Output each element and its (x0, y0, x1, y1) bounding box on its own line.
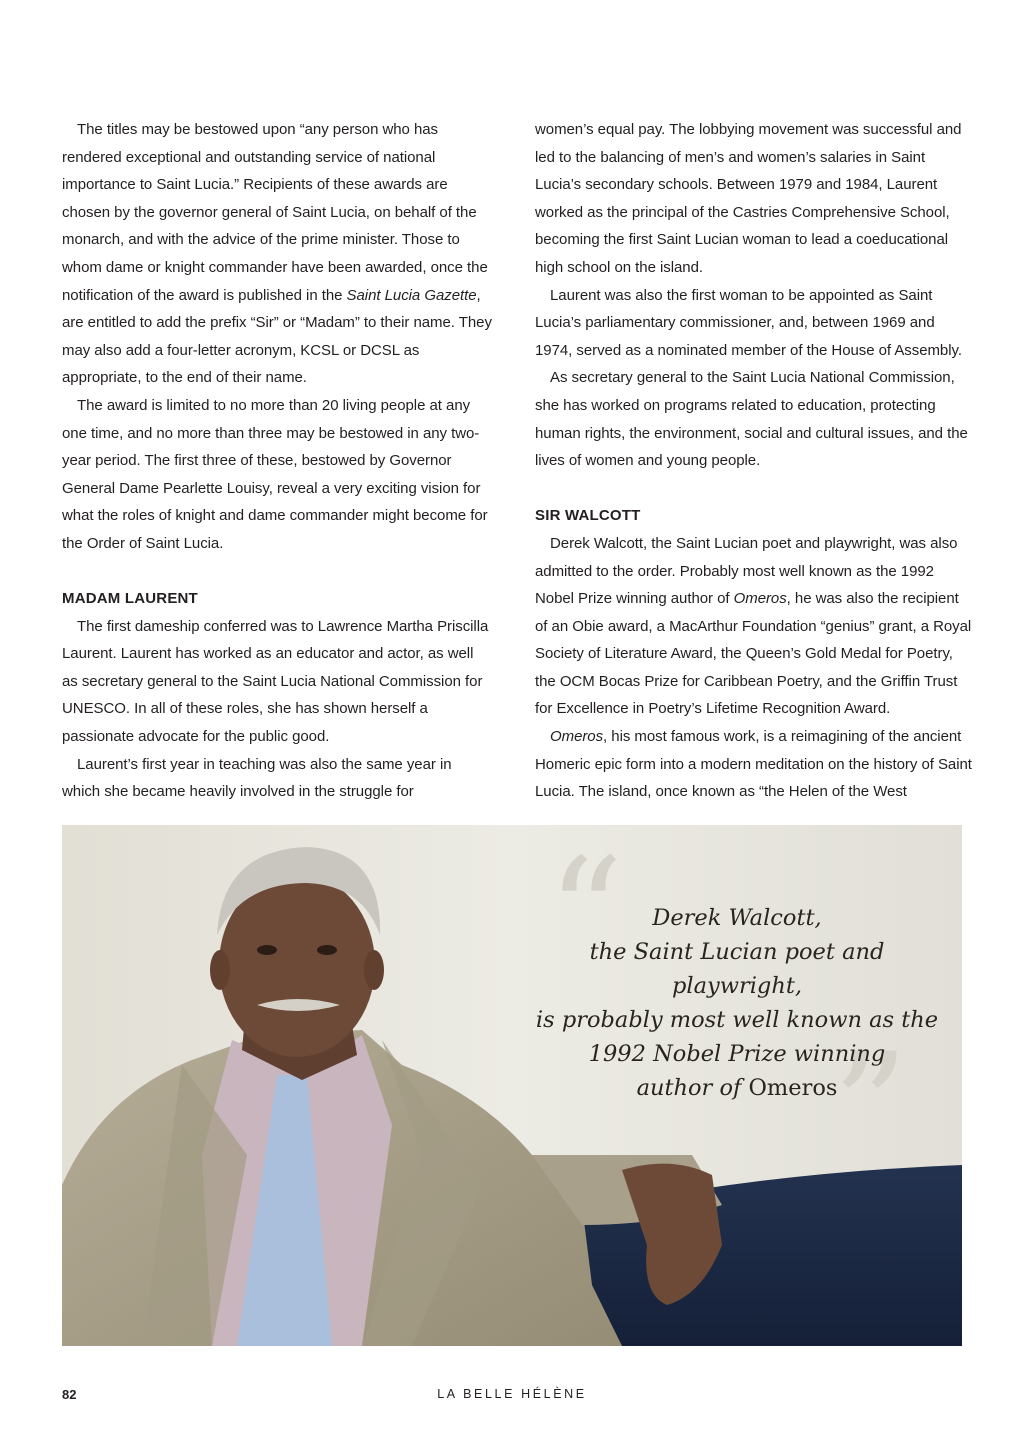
omeros-title: Omeros (733, 590, 787, 608)
ear-left (210, 950, 230, 990)
laurent-paragraph-4: As secretary general to the Saint Lucia National Commission, she has worked on programs related to education, protecting human rights, the environment, social and cultural issues, and the lives of women and young people. (535, 369, 968, 470)
intro-paragraph-1: The titles may be bestowed upon “any person who has rendered exceptional and outstanding service of national importance to Saint Lucia.” Recipients of these awards are chosen by the governor general of Saint Lucia, on behalf of the monarch, and with the advice of the prime minister. Those to whom dame or knight commander have been awarded, once the notification of the award is published in the Saint Lucia Gazette, are entitled to add the prefix “Sir” or “Madam” to their name. They may also add a four-letter acronym, KCSL or DCSL as appropriate, to the end of their name. (62, 121, 492, 387)
omeros-title: Omeros (550, 728, 604, 746)
page-number: 82 (62, 1387, 77, 1402)
pull-quote: Derek Walcott, the Saint Lucian poet and playwright, is probably most well known as the 1992 Nobel Prize winning author of Omeros (535, 905, 939, 1101)
right-column (535, 116, 975, 806)
open-quote-mark-icon: “ (547, 827, 624, 1001)
eye-left (257, 945, 277, 955)
intro-paragraph-2: The award is limited to no more than 20 living people at any one time, and no more than three may be bestowed in any two-year period. The first three of these, bestowed by Governor General Dame Pearlette Louisy, reveal a very exciting vision for what the roles of knight and dame commander might become for the Order of Saint Lucia. (62, 396, 488, 552)
close-quote-mark-icon: ” (832, 1022, 909, 1196)
laurent-paragraph-1: The first dameship conferred was to Lawrence Martha Priscilla Laurent. Laurent has worked as an educator and actor, as well as secretary general to the Saint Lucia National Commission for UNESCO. In all of these roles, she has shown herself a passionate advocate for the public good. (62, 617, 489, 746)
publication-title: LA BELLE HÉLÈNE (437, 1387, 587, 1401)
saint-lucia-gazette-title: Saint Lucia Gazette (346, 286, 477, 304)
heading-sir-walcott: SIR WALCOTT (535, 507, 641, 525)
eye-right (317, 945, 337, 955)
walcott-paragraph-2: Omeros, his most famous work, is a reimagining of the ancient Homeric epic form into a modern meditation on the history of Saint Lucia. The island, once known as “the Helen of the West (535, 728, 972, 801)
walcott-photo (62, 825, 962, 1346)
laurent-paragraph-2: Laurent’s first year in teaching was also the same year in which she became heavily involved in the struggle for (62, 755, 452, 801)
laurent-paragraph-3: Laurent was also the first woman to be appointed as Saint Lucia’s parliamentary commissioner, and, between 1969 and 1974, served as a nominated member of the House of Assembly. (535, 286, 962, 359)
ear-right (364, 950, 384, 990)
left-column (62, 116, 492, 806)
heading-madam-laurent: MADAM LAURENT (62, 590, 198, 608)
laurent-paragraph-2-continued: women’s equal pay. The lobbying movement was successful and led to the balancing of men’s and women’s salaries in Saint Lucia’s secondary schools. Between 1979 and 1984, Laurent worked as the principal of the Castries Comprehensive School, becoming the first Saint Lucian woman to lead a coeducational high school on the island. (535, 121, 962, 276)
walcott-paragraph-1: Derek Walcott, the Saint Lucian poet and playwright, was also admitted to the order. Probably most well known as the 1992 Nobel Prize winning author of Omeros, he was also the recipient of an Obie award, a MacArthur Foundation “genius” grant, a Royal Society of Literature Award, the Queen’s Gold Medal for Poetry, the OCM Bocas Prize for Caribbean Poetry, and the Griffin Trust for Excellence in Poetry’s Lifetime Recognition Award. (535, 534, 972, 718)
